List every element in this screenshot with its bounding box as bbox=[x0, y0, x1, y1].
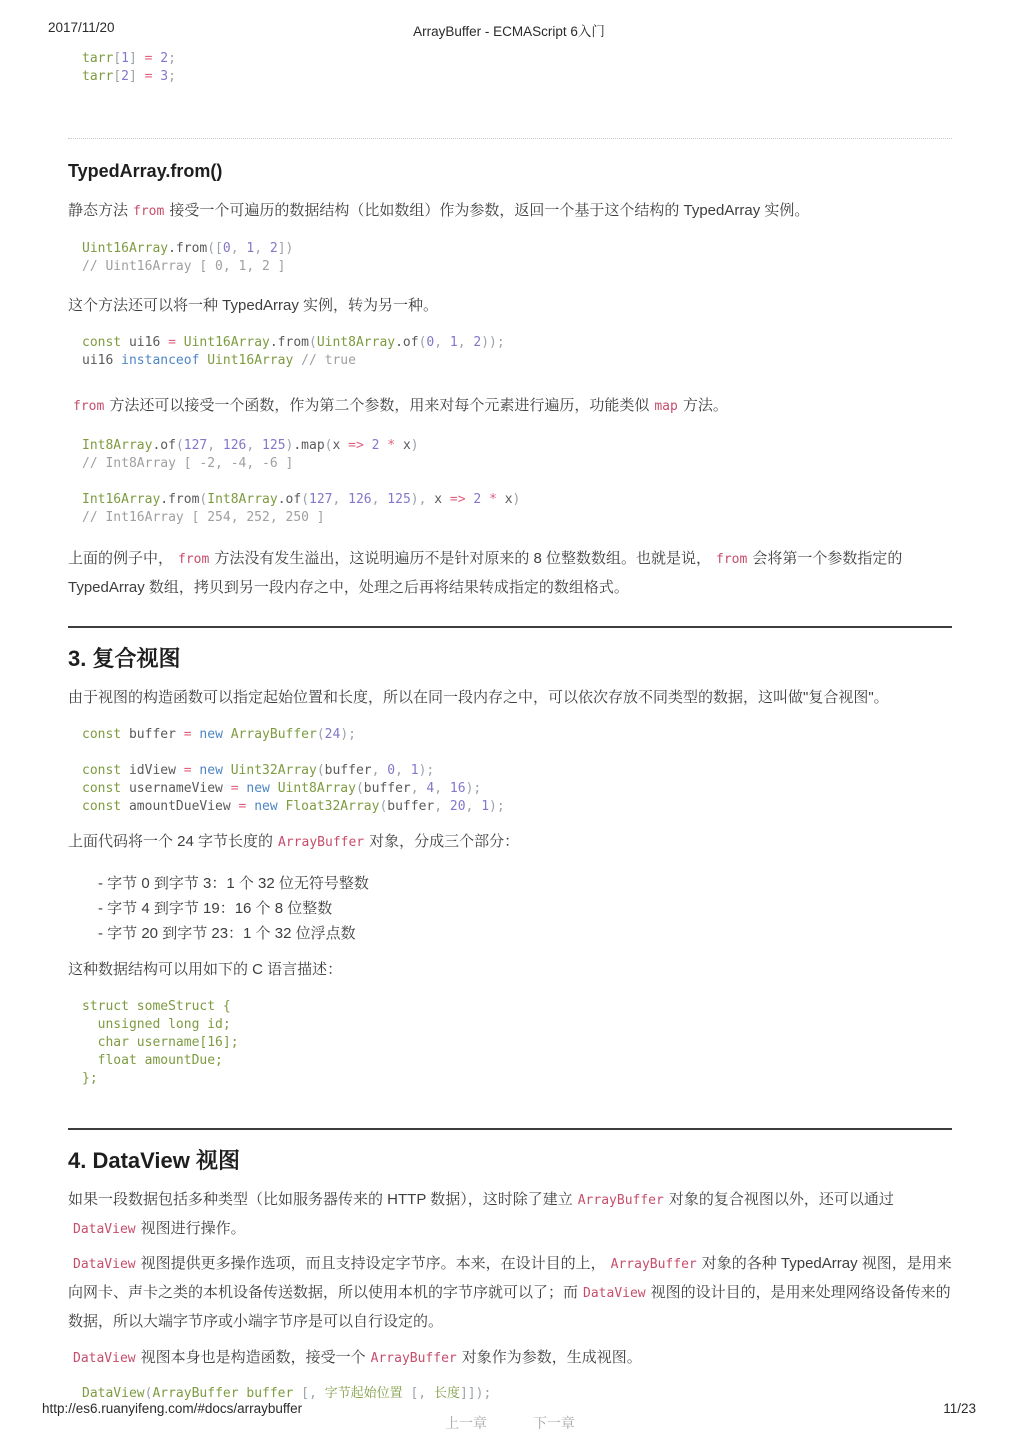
page-number: 11/23 bbox=[943, 1401, 976, 1416]
text-token: 这个方法还可以将一种 TypedArray 实例，转为另一种。 bbox=[68, 297, 439, 314]
text-token: ] bbox=[128, 51, 137, 66]
text-token: new bbox=[246, 781, 278, 796]
text-token: ([ bbox=[207, 241, 223, 256]
text-token: 对象作为参数，生成视图。 bbox=[461, 1349, 642, 1366]
text-token: buffer bbox=[324, 763, 372, 778]
text-token: .of bbox=[152, 438, 176, 453]
inline-code: DataView bbox=[73, 1222, 136, 1237]
code-block-uint16array-from bbox=[82, 240, 952, 276]
inline-code: ArrayBuffer bbox=[577, 1193, 664, 1208]
text-token: ) bbox=[410, 438, 419, 453]
text-token: 视图的设计目的，是用来处理网络设备传来的数据，所以大端字节序或小端字节序是可以自行设定的。 bbox=[68, 1284, 951, 1330]
text-token: 16 bbox=[449, 781, 466, 796]
text-token: 接受一个可遍历的数据结构（比如数组）作为参数，返回一个基于这个结构的 TypedArray 实例。 bbox=[169, 202, 810, 219]
dotted-separator bbox=[68, 138, 952, 139]
inline-code: ArrayBuffer bbox=[370, 1351, 457, 1366]
text-token: = bbox=[168, 335, 184, 350]
text-token: const bbox=[82, 799, 129, 814]
list-item: - 字节 0 到字节 3：1 个 32 位无符号整数 bbox=[98, 871, 952, 896]
heading-section-4-dataview: 4. DataView 视图 bbox=[68, 1128, 952, 1176]
text-token: ; bbox=[168, 51, 176, 66]
text-token: = bbox=[183, 763, 200, 778]
text-token: 1 bbox=[481, 799, 490, 814]
text-token: 由于视图的构造函数可以指定起始位置和长度，所以在同一段内存之中，可以依次存放不同类型的数据，这叫做"复合视图"。 bbox=[68, 689, 889, 706]
chapter-pagination bbox=[68, 1413, 952, 1433]
text-token: Uint16Array bbox=[82, 241, 169, 256]
byte-layout-list bbox=[68, 871, 952, 946]
text-token: .from bbox=[269, 335, 309, 350]
paragraph-dataview-intro bbox=[68, 1186, 952, 1244]
paragraph-composite-view bbox=[68, 684, 952, 712]
next-chapter-link[interactable]: 下一章 bbox=[532, 1415, 575, 1431]
text-token: , bbox=[371, 492, 388, 507]
text-token: 0 bbox=[426, 335, 435, 350]
text-token: * bbox=[387, 438, 403, 453]
text-token: 126 bbox=[222, 438, 247, 453]
text-token: 3 bbox=[160, 69, 169, 84]
text-token: 对象的各种 TypedArray 视图，是用来向网卡、声卡之类的本机设备传送数据，所以使用本机的字节序就可以了；而 bbox=[68, 1255, 952, 1301]
text-token: , bbox=[254, 241, 270, 256]
inline-code: DataView bbox=[583, 1286, 646, 1301]
text-token: 上面的例子中， bbox=[68, 550, 174, 567]
text-token: new bbox=[199, 763, 231, 778]
text-token: 1 bbox=[410, 763, 419, 778]
inline-code: ArrayBuffer bbox=[278, 835, 365, 850]
text-token: ( bbox=[199, 492, 208, 507]
text-token: , bbox=[371, 763, 388, 778]
code-block-c-struct bbox=[82, 998, 952, 1088]
text-token: ArrayBuffer buffer bbox=[152, 1386, 302, 1401]
paragraph-from-callback bbox=[68, 392, 952, 421]
text-token: 字节起始位置 bbox=[324, 1386, 411, 1401]
text-token: new bbox=[199, 727, 231, 742]
text-token: , bbox=[434, 335, 450, 350]
text-token: ui16 bbox=[82, 353, 122, 368]
text-token: 方法没有发生溢出，这说明遍历不是针对原来的 8 位整数数组。也就是说， bbox=[214, 550, 712, 567]
text-token: )); bbox=[481, 335, 505, 350]
text-token: // Int8Array [ -2, -4, -6 ] bbox=[82, 456, 294, 471]
text-token: 静态方法 bbox=[68, 202, 129, 219]
page-title: ArrayBuffer - ECMAScript 6入门 bbox=[413, 24, 605, 39]
paragraph-convert bbox=[68, 292, 952, 320]
print-footer bbox=[42, 1401, 976, 1416]
print-header bbox=[42, 20, 976, 40]
text-token: 如果一段数据包括多种类型（比如服务器传来的 HTTP 数据），这时除了建立 bbox=[68, 1191, 573, 1208]
inline-code: from bbox=[716, 552, 748, 567]
text-token: const bbox=[82, 781, 129, 796]
heading-typedarray-from: TypedArray.from() bbox=[68, 161, 223, 181]
text-token: .of bbox=[277, 492, 302, 507]
prev-chapter-link[interactable]: 上一章 bbox=[445, 1415, 488, 1431]
text-token: 1 bbox=[246, 241, 255, 256]
text-token: 视图进行操作。 bbox=[140, 1220, 246, 1237]
paragraph-dataview-constructor bbox=[68, 1344, 952, 1373]
text-token: ]) bbox=[277, 241, 294, 256]
inline-code: DataView bbox=[73, 1257, 136, 1272]
text-token: ( bbox=[301, 492, 310, 507]
text-token: 这种数据结构可以用如下的 C 语言描述： bbox=[68, 961, 343, 978]
text-token: , bbox=[246, 438, 263, 453]
text-token: * bbox=[489, 492, 505, 507]
text-token: 125 bbox=[387, 492, 411, 507]
text-token: 2 bbox=[269, 241, 278, 256]
text-token: ( bbox=[309, 335, 317, 350]
text-token: ); bbox=[465, 781, 482, 796]
text-token: 1 bbox=[449, 335, 458, 350]
list-item: - 字节 4 到字节 19：16 个 8 位整数 bbox=[98, 896, 952, 921]
text-token: tarr bbox=[82, 51, 114, 66]
text-token: 视图提供更多操作选项，而且支持设定字节序。本来，在设计目的上， bbox=[140, 1255, 606, 1272]
text-token: char username[16]; bbox=[82, 1035, 239, 1050]
text-token: .from bbox=[160, 492, 200, 507]
text-token: ; bbox=[168, 69, 176, 84]
text-token: 长度 bbox=[433, 1386, 460, 1401]
paragraph-from-intro bbox=[68, 197, 952, 226]
text-token: ); bbox=[418, 763, 435, 778]
text-token: => bbox=[449, 492, 474, 507]
text-token: Uint16Array bbox=[207, 353, 302, 368]
text-token: = bbox=[238, 799, 255, 814]
text-token: 2 bbox=[160, 51, 169, 66]
text-token: Uint8Array bbox=[316, 335, 396, 350]
text-token: 会将第一个参数指定的 TypedArray 数组，拷贝到另一段内存之中，处理之后再将结果转成指定的数组格式。 bbox=[68, 550, 903, 596]
text-token: Float32Array bbox=[285, 799, 380, 814]
text-token: .map bbox=[293, 438, 325, 453]
text-token: 0 bbox=[387, 763, 396, 778]
text-token: Uint32Array bbox=[230, 763, 317, 778]
header-date: 2017/11/20 bbox=[48, 20, 115, 35]
text-token: ) bbox=[512, 492, 521, 507]
text-token: , bbox=[395, 763, 411, 778]
text-token: const bbox=[82, 763, 129, 778]
text-token: Int8Array bbox=[207, 492, 278, 507]
text-token: 127 bbox=[309, 492, 333, 507]
text-token: = bbox=[230, 781, 247, 796]
text-token: ); bbox=[340, 727, 356, 742]
document-body bbox=[68, 44, 952, 1433]
text-token: [ bbox=[113, 69, 122, 84]
text-token: Uint16Array bbox=[183, 335, 270, 350]
text-token: // true bbox=[301, 353, 356, 368]
text-token: 对象的复合视图以外，还可以通过 bbox=[668, 1191, 894, 1208]
inline-code: from bbox=[133, 204, 165, 219]
text-token: = bbox=[183, 727, 200, 742]
text-token: 视图本身也是构造函数，接受一个 bbox=[140, 1349, 366, 1366]
text-token: 2 bbox=[371, 438, 388, 453]
text-token: x bbox=[402, 438, 411, 453]
text-token: buffer bbox=[363, 781, 411, 796]
text-token: instanceof bbox=[121, 353, 208, 368]
text-token: x bbox=[504, 492, 513, 507]
text-token: Int8Array bbox=[82, 438, 153, 453]
text-token: 方法还可以接受一个函数，作为第二个参数，用来对每个元素进行遍历，功能类似 bbox=[109, 397, 650, 414]
text-token: float amountDue; bbox=[82, 1053, 223, 1068]
text-token: 2 bbox=[473, 335, 482, 350]
list-item: - 字节 20 到字节 23：1 个 32 位浮点数 bbox=[98, 921, 952, 946]
text-token: buffer bbox=[387, 799, 435, 814]
text-token: ( bbox=[324, 438, 333, 453]
text-token: , bbox=[434, 781, 450, 796]
text-token: 对象，分成三个部分： bbox=[369, 833, 520, 850]
text-token: , bbox=[207, 438, 223, 453]
text-token: ), bbox=[410, 492, 435, 507]
text-token: ( bbox=[316, 727, 325, 742]
text-token: , bbox=[332, 492, 349, 507]
footer-url: http://es6.ruanyifeng.com/#docs/arraybuffer bbox=[42, 1401, 303, 1416]
text-token: , bbox=[410, 781, 427, 796]
text-token: Uint8Array bbox=[277, 781, 356, 796]
inline-code: ArrayBuffer bbox=[610, 1257, 697, 1272]
text-token: struct someStruct { bbox=[82, 999, 231, 1014]
paragraph-endianness bbox=[68, 1250, 952, 1336]
text-token: ( bbox=[144, 1386, 153, 1401]
text-token: ) bbox=[285, 438, 294, 453]
text-token: [ bbox=[113, 51, 122, 66]
text-token: 0 bbox=[222, 241, 231, 256]
text-token: // Int16Array [ 254, 252, 250 ] bbox=[82, 510, 325, 525]
text-token: new bbox=[254, 799, 286, 814]
inline-code: DataView bbox=[73, 1351, 136, 1366]
text-token: [, bbox=[301, 1386, 325, 1401]
text-token: usernameView bbox=[128, 781, 231, 796]
text-token: x bbox=[332, 438, 349, 453]
text-token: 20 bbox=[449, 799, 466, 814]
text-token: x bbox=[434, 492, 450, 507]
text-token: = bbox=[136, 69, 161, 84]
inline-code: map bbox=[654, 399, 678, 414]
code-block-ui16-instanceof bbox=[82, 334, 952, 370]
paragraph-c-language bbox=[68, 956, 952, 984]
text-token: , bbox=[434, 799, 450, 814]
text-token: ( bbox=[418, 335, 427, 350]
text-token: 1 bbox=[121, 51, 129, 66]
text-token: ( bbox=[379, 799, 388, 814]
text-token: const bbox=[82, 727, 129, 742]
text-token: ArrayBuffer bbox=[230, 727, 317, 742]
text-token: unsigned long id; bbox=[82, 1017, 231, 1032]
text-token: 2 bbox=[121, 69, 129, 84]
text-token: 24 bbox=[324, 727, 341, 742]
text-token: ); bbox=[489, 799, 505, 814]
text-token: tarr bbox=[82, 69, 114, 84]
text-token: 126 bbox=[348, 492, 372, 507]
text-token: .from bbox=[168, 241, 208, 256]
text-token: = bbox=[136, 51, 161, 66]
inline-code: from bbox=[73, 399, 105, 414]
code-block-tarr-assignment bbox=[82, 50, 952, 86]
text-token: buffer bbox=[128, 727, 184, 742]
text-token: const bbox=[82, 335, 129, 350]
text-token: }; bbox=[82, 1071, 98, 1086]
text-token: ( bbox=[316, 763, 325, 778]
text-token: 2 bbox=[473, 492, 490, 507]
text-token: [, bbox=[410, 1386, 434, 1401]
text-token: Int16Array bbox=[82, 492, 161, 507]
text-token: ( bbox=[355, 781, 364, 796]
text-token: 125 bbox=[262, 438, 286, 453]
inline-code: from bbox=[178, 552, 210, 567]
heading-section-3-composite-view: 3. 复合视图 bbox=[68, 626, 952, 674]
paragraph-overflow bbox=[68, 545, 952, 602]
text-token: => bbox=[348, 438, 372, 453]
text-token: ]]); bbox=[459, 1386, 492, 1401]
text-token: DataView bbox=[82, 1386, 145, 1401]
text-token: amountDueView bbox=[128, 799, 239, 814]
text-token: , bbox=[457, 335, 474, 350]
text-token: ( bbox=[175, 438, 184, 453]
text-token: , bbox=[230, 241, 247, 256]
text-token: .of bbox=[395, 335, 419, 350]
text-token: // Uint16Array [ 0, 1, 2 ] bbox=[82, 259, 286, 274]
text-token: 方法。 bbox=[682, 397, 728, 414]
text-token: ] bbox=[128, 69, 137, 84]
text-token: 上面代码将一个 24 字节长度的 bbox=[68, 833, 274, 850]
text-token: 4 bbox=[426, 781, 435, 796]
text-token: ui16 bbox=[128, 335, 169, 350]
text-token: idView bbox=[128, 763, 184, 778]
code-block-composite-buffer bbox=[82, 726, 952, 816]
code-block-int8array-map bbox=[82, 437, 952, 527]
text-token: , bbox=[465, 799, 482, 814]
paragraph-24-bytes bbox=[68, 828, 952, 857]
text-token: 127 bbox=[183, 438, 208, 453]
